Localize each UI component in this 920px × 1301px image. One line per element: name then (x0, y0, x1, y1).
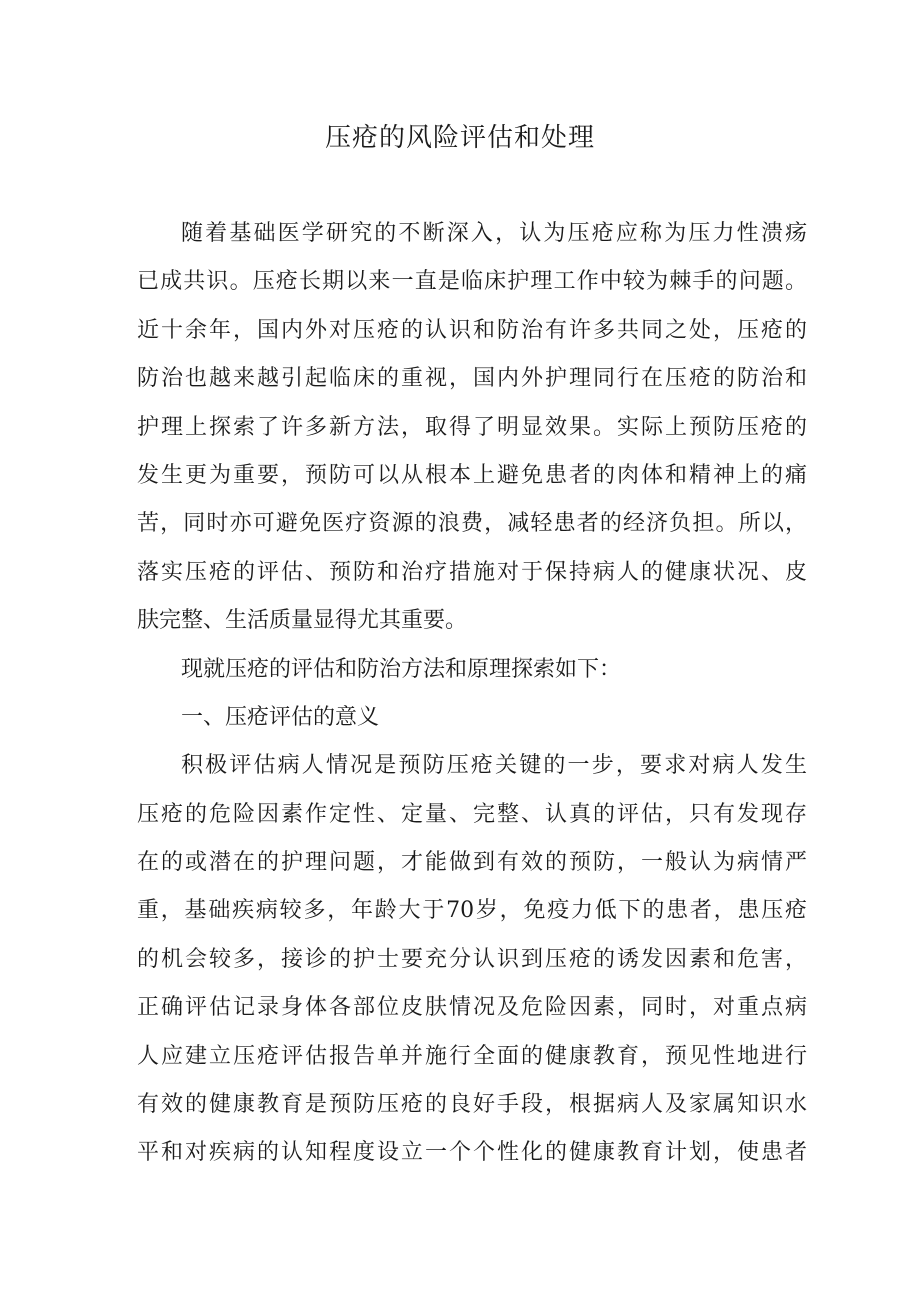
text-line: 落实压疮的评估、预防和治疗措施对于保持病人的健康状况、皮 (137, 559, 807, 585)
text-line: 压疮的危险因素作定性、定量、完整、认真的评估，只有发现存 (137, 801, 807, 827)
text-line: 现就压疮的评估和防治方法和原理探索如下： (181, 656, 622, 682)
document-title: 压疮的风险评估和处理 (324, 123, 595, 153)
text-line: 有效的健康教育是预防压疮的良好手段，根据病人及家属知识水 (137, 1092, 807, 1118)
text-line: 肤完整、生活质量显得尤其重要。 (137, 608, 468, 634)
text-line: 已成共识。压疮长期以来一直是临床护理工作中较为棘手的问题。 (137, 269, 807, 295)
document-body (137, 210, 807, 1178)
text-line: 发生更为重要，预防可以从根本上避免患者的肉体和精神上的痛 (137, 462, 807, 488)
text-line: 重，基础疾病较多，年龄大于70岁，免疫力低下的患者，患压疮 (137, 898, 807, 924)
text-line: 随着基础医学研究的不断深入，认为压疮应称为压力性溃疡 (181, 221, 807, 246)
text-line: 平和对疾病的认知程度设立一个个性化的健康教育计划，使患者 (137, 1140, 807, 1166)
text-line: 积极评估病人情况是预防压疮关键的一步，要求对病人发生 (181, 753, 807, 779)
text-line: 防治也越来越引起临床的重视，国内外护理同行在压疮的防治和 (137, 366, 807, 392)
text-line: 的机会较多，接诊的护士要充分认识到压疮的诱发因素和危害， (137, 946, 807, 972)
text-line: 苦，同时亦可避免医疗资源的浪费，减轻患者的经济负担。所以， (137, 511, 807, 537)
text-line: 一、压疮评估的意义 (181, 704, 380, 730)
text-line: 人应建立压疮评估报告单并施行全面的健康教育，预见性地进行 (137, 1043, 807, 1069)
text-line: 正确评估记录身体各部位皮肤情况及危险因素，同时，对重点病 (137, 995, 807, 1021)
text-line: 在的或潜在的护理问题，才能做到有效的预防，一般认为病情严 (137, 850, 807, 876)
text-line: 近十余年，国内外对压疮的认识和防治有许多共同之处，压疮的 (137, 317, 807, 343)
text-line: 护理上探索了许多新方法，取得了明显效果。实际上预防压疮的 (137, 414, 807, 440)
